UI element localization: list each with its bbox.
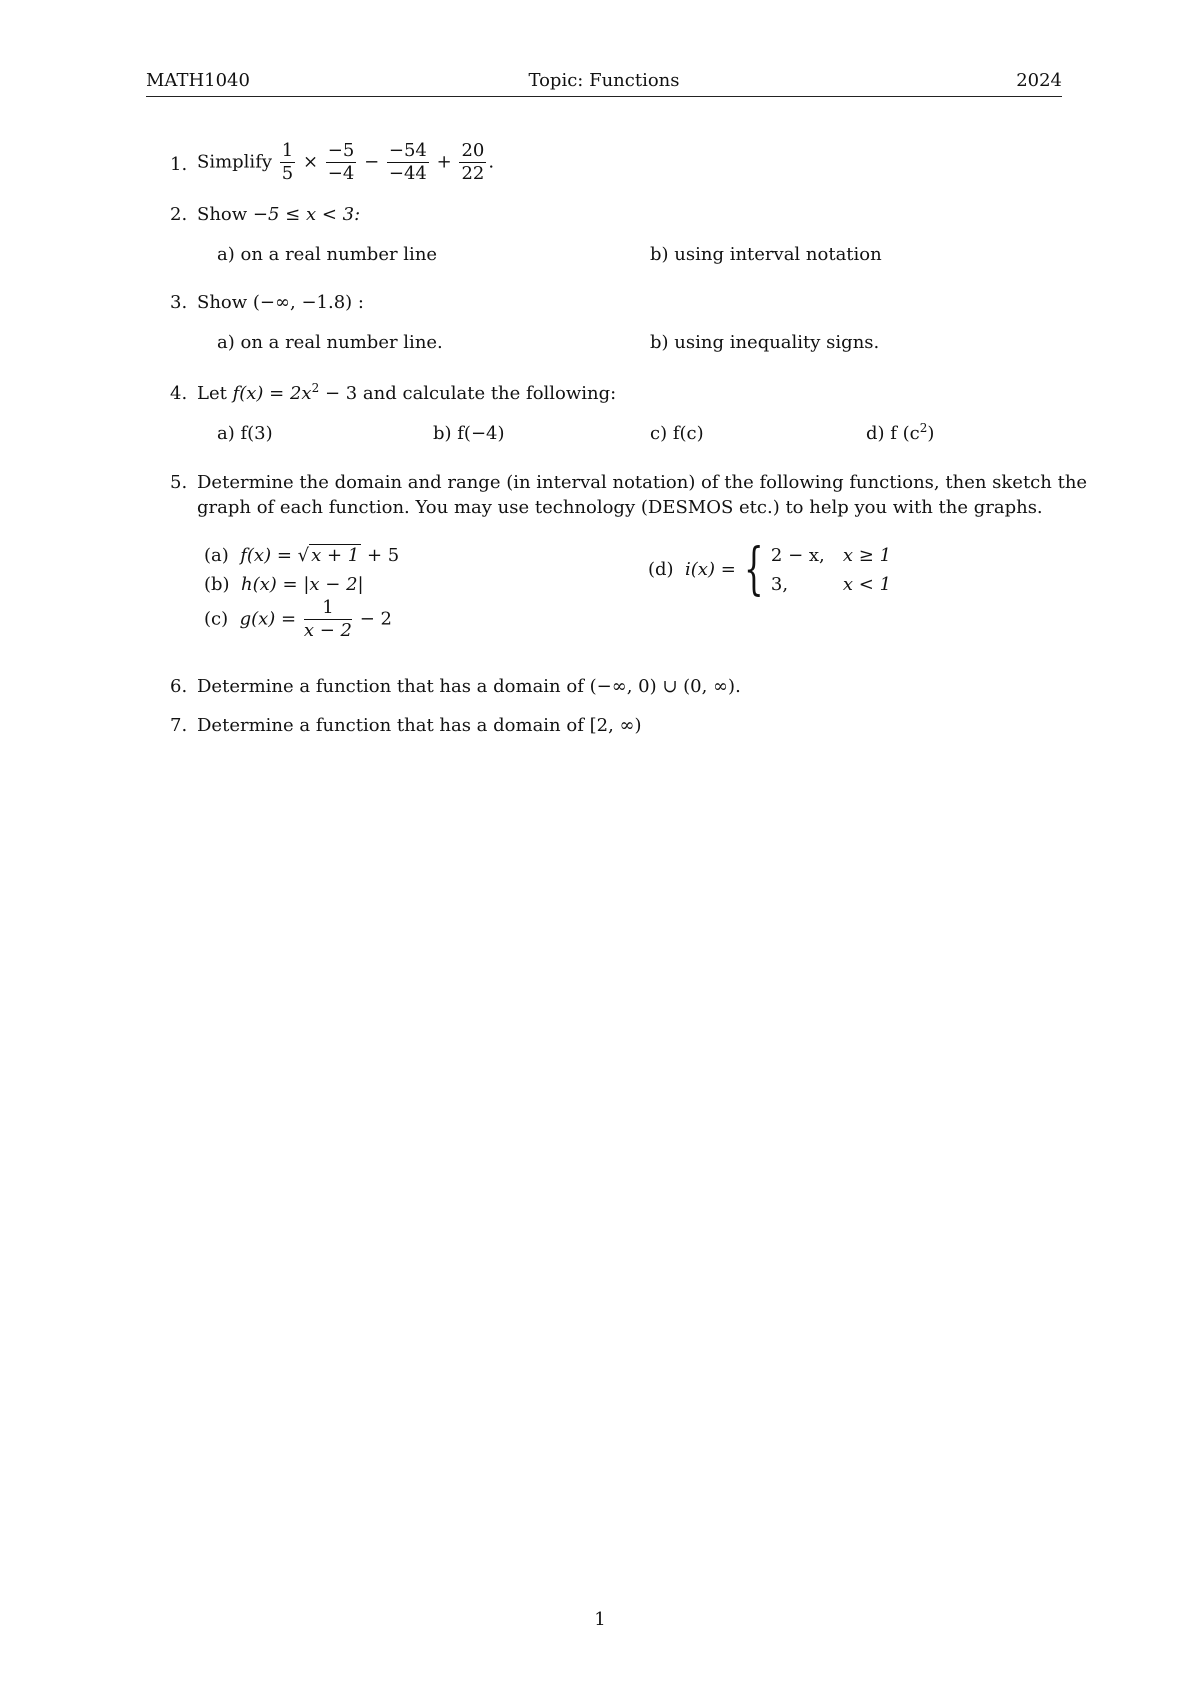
question-lead: Let xyxy=(197,383,227,404)
question-lead: Simplify xyxy=(197,151,273,173)
period: . xyxy=(488,151,495,173)
part-b: b) f(−4) xyxy=(433,423,505,444)
sqrt-radicand xyxy=(309,544,361,566)
fraction-denominator: x − 2 xyxy=(303,620,352,641)
part-d xyxy=(866,422,934,446)
piecewise-cases xyxy=(771,541,891,599)
fraction-numerator: −5 xyxy=(327,140,355,161)
question-7 xyxy=(0,714,1200,740)
page-header xyxy=(146,70,1062,97)
part-b xyxy=(204,573,364,597)
fraction-numerator: −54 xyxy=(388,140,427,161)
case-condition: x ≥ 1 xyxy=(842,545,892,566)
part-a: a) on a real number line xyxy=(217,244,438,265)
function-rest: + 5 xyxy=(366,545,400,566)
question-text xyxy=(197,291,364,315)
question-5 xyxy=(0,471,1200,651)
fraction-4 xyxy=(459,140,486,185)
question-number: 5. xyxy=(170,472,188,493)
question-text xyxy=(197,203,360,227)
fraction-denominator: −4 xyxy=(327,163,355,184)
interval: (−∞, −1.8) : xyxy=(252,292,364,313)
fraction-3 xyxy=(387,140,429,185)
part-d-text: d) f (c xyxy=(866,423,920,444)
fraction-denominator: 5 xyxy=(281,163,294,184)
fraction-1 xyxy=(280,140,295,185)
part-d xyxy=(648,537,892,602)
case-condition: x < 1 xyxy=(842,574,892,595)
case-value: 3, xyxy=(770,574,789,595)
fraction-numerator: 20 xyxy=(461,140,485,161)
fraction-numerator: 1 xyxy=(304,597,352,620)
fraction-numerator: 1 xyxy=(281,140,294,161)
part-a: (a) f(x) = √ x + 1 + 5 xyxy=(204,545,400,566)
question-number: 3. xyxy=(170,292,188,313)
question-text-line-1: Determine the domain and range (in interval notation) of the following functions, then sketch the xyxy=(197,472,1088,493)
function-expr: h(x) = |x − 2| xyxy=(241,574,364,595)
radicand: x + 1 xyxy=(311,545,360,566)
exponent: 2 xyxy=(919,421,928,435)
part-c: c) f(c) xyxy=(650,423,704,444)
part-label: (c) xyxy=(204,608,229,630)
question-rest: − 3 and calculate the following: xyxy=(319,383,617,404)
case-value: 2 − x, xyxy=(770,545,825,566)
question-4 xyxy=(0,382,1200,452)
question-text: Determine a function that has a domain of [2, ∞) xyxy=(197,715,642,736)
part-a: a) f(3) xyxy=(217,423,273,444)
part-label: (b) xyxy=(204,574,230,595)
part-a: a) on a real number line. xyxy=(217,332,443,353)
case-2 xyxy=(771,570,891,599)
question-lead: Show xyxy=(197,204,248,225)
question-text: Determine a function that has a domain of (−∞, 0) ∪ (0, ∞). xyxy=(197,676,741,697)
question-number: 6. xyxy=(170,676,188,697)
part-b: b) using interval notation xyxy=(650,244,882,265)
question-2 xyxy=(0,203,1200,273)
inequality: −5 ≤ x < 3: xyxy=(252,204,361,225)
case-1 xyxy=(771,541,891,570)
question-text xyxy=(197,140,494,185)
question-number: 1. xyxy=(170,154,188,175)
question-1 xyxy=(0,140,1200,190)
course-code: MATH1040 xyxy=(146,70,250,91)
page-number: 1 xyxy=(594,1609,606,1630)
fraction-denominator: −44 xyxy=(388,163,427,184)
exponent: 2 xyxy=(311,381,320,395)
function-rest: − 2 xyxy=(359,608,392,630)
part-d-close: ) xyxy=(927,423,935,444)
part-c xyxy=(204,597,392,642)
operator: − xyxy=(364,151,380,173)
question-3 xyxy=(0,291,1200,361)
question-number: 2. xyxy=(170,204,188,225)
operator: + xyxy=(436,151,452,173)
left-brace: { xyxy=(743,537,764,602)
question-number: 7. xyxy=(170,715,188,736)
question-text-line-2: graph of each function. You may use technology (DESMOS etc.) to help you with the graphs. xyxy=(197,497,1043,518)
part-label: (a) xyxy=(204,545,229,566)
function-lhs: i(x) = xyxy=(685,559,736,580)
function-lhs: g(x) = xyxy=(239,608,297,630)
year-label: 2024 xyxy=(1016,70,1062,91)
function-lhs: f(x) = xyxy=(240,545,292,566)
topic-title: Topic: Functions xyxy=(528,70,680,91)
operator: × xyxy=(302,151,319,173)
question-number: 4. xyxy=(170,383,188,404)
question-6 xyxy=(0,675,1200,701)
question-text xyxy=(197,382,616,406)
fraction xyxy=(304,597,352,642)
part-label: (d) xyxy=(648,559,674,580)
part-b: b) using inequality signs. xyxy=(650,332,880,353)
fraction-2 xyxy=(326,140,357,185)
question-lead: Show xyxy=(197,292,248,313)
function-definition: f(x) = 2x xyxy=(232,383,312,404)
fraction-denominator: 22 xyxy=(461,163,485,184)
